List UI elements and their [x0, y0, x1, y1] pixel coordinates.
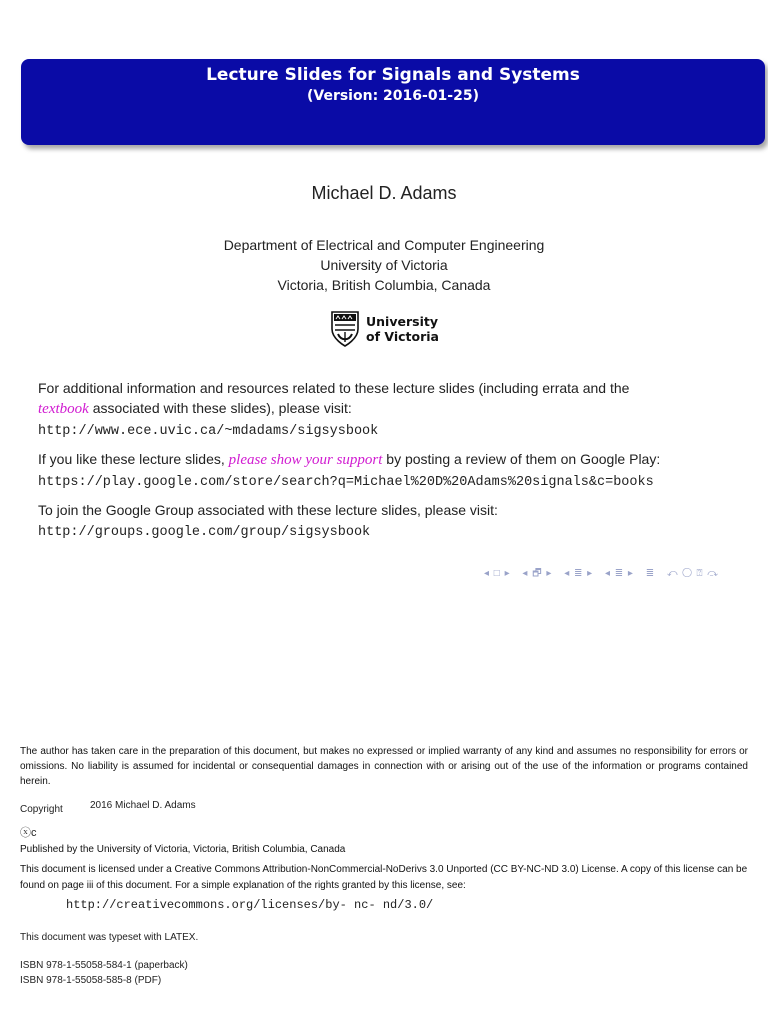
uvic-logo-text — [366, 314, 439, 344]
copyright-label: Copyright — [20, 804, 63, 815]
nav-subsection-list-icon[interactable]: ◂ ≣ ▸ — [604, 568, 634, 579]
license-url[interactable]: http://creativecommons.org/licenses/by- nc- nd/3.0/ — [66, 898, 434, 912]
info-paragraph-1 — [38, 378, 758, 442]
info-paragraph-3 — [38, 500, 758, 543]
resources-info — [38, 378, 758, 550]
google-group-url[interactable]: http://groups.google.com/group/sigsysbook — [38, 525, 371, 540]
info1-rest: associated with these slides), please visit: — [92, 400, 352, 416]
nav-search-icon[interactable]: ⤺ ◯ ⍰ ⤼ — [666, 568, 719, 579]
nav-section-icon[interactable]: ◂ ≣ ▸ — [564, 568, 594, 579]
beamer-navigation — [484, 566, 727, 583]
isbn-pdf: ISBN 978-1-55058-585-8 (PDF) — [20, 975, 162, 986]
copyright-symbol-icon: ⓧc — [20, 827, 37, 839]
uvic-logo-line-1: University — [366, 314, 438, 329]
copyright-year: 2016 Michael D. Adams — [90, 800, 196, 811]
support-link[interactable]: please show your support — [228, 452, 383, 468]
publisher-line: Published by the University of Victoria, Victoria, British Columbia, Canada — [20, 844, 346, 855]
nav-frame-icon[interactable]: ◂ □ ▸ — [484, 568, 511, 579]
info1-text: For additional information and resources related to these lecture slides (including errata and the — [38, 380, 630, 396]
sigsysbook-url[interactable]: http://www.ece.uvic.ca/~mdadams/sigsysbook — [38, 424, 379, 439]
isbn-block — [20, 958, 188, 988]
info3-text: To join the Google Group associated with these lecture slides, please visit: — [38, 502, 498, 518]
google-play-url[interactable]: https://play.google.com/store/search?q=Michael%20D%20Adams%20signals&c=books — [38, 475, 654, 490]
info2-pre: If you like these lecture slides, — [38, 451, 225, 467]
uvic-logo — [331, 311, 441, 349]
affiliation-location: Victoria, British Columbia, Canada — [277, 277, 491, 293]
affiliation-department: Department of Electrical and Computer Engineering — [223, 237, 545, 253]
typeset-note: This document was typeset with LATEX. — [20, 932, 199, 943]
affiliation — [0, 235, 768, 295]
nav-subsection-icon[interactable]: ◂ 🗗 ▸ — [522, 568, 553, 579]
nav-toc-icon[interactable]: ≣ — [645, 568, 656, 579]
license-text: This document is licensed under a Creative Commons Attribution-NonCommercial-NoDerivs 3.0 Unported (CC BY-NC-ND 3.0) License. A copy of this license can be found on page iii of this document. For a simple explanation of the rights granted by this license, see: — [20, 864, 748, 891]
info2-post: by posting a review of them on Google Play: — [386, 451, 661, 467]
textbook-link[interactable]: textbook — [38, 401, 89, 417]
author-name: Michael D. Adams — [311, 183, 457, 203]
uvic-shield-icon — [331, 311, 359, 347]
slide-title: Lecture Slides for Signals and Systems — [206, 65, 580, 85]
isbn-paperback: ISBN 978-1-55058-584-1 (paperback) — [20, 960, 188, 971]
disclaimer — [20, 744, 748, 789]
info-paragraph-2 — [38, 449, 758, 493]
slide-version: (Version: 2016-01-25) — [306, 88, 479, 104]
disclaimer-text: The author has taken care in the preparation of this document, but makes no expressed or implied warranty of any kind and assumes no responsibility for errors or omissions. No liability is assumed for incidental or consequential damages in connection with or arising out of the use of the information or programs contained herein. — [20, 746, 748, 787]
affiliation-university: University of Victoria — [320, 257, 448, 273]
title-banner — [21, 59, 765, 145]
uvic-logo-line-2: of Victoria — [366, 329, 439, 344]
